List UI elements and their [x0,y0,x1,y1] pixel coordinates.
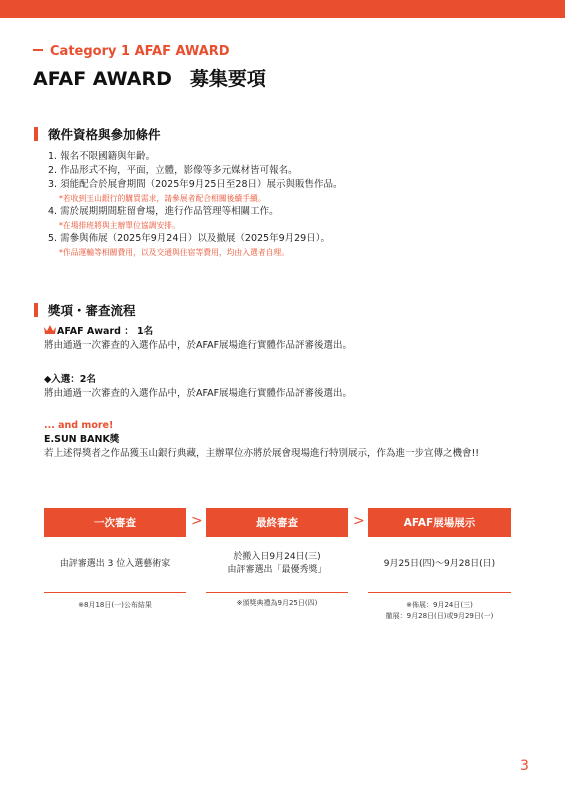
flow-step-note [44,600,186,611]
flow-arrow: > [353,513,365,529]
title-zh: 募集要項 [189,68,266,90]
flow-step-desc [44,558,186,571]
flow-note-line: ※佈展：9月24日(三) [406,601,473,609]
list-item: 5. 需參與佈展（2025年9月24日）以及撤展（2025年9月29日）。 [48,233,330,244]
award-selected [44,373,544,401]
esun-award-title: E.SUN BANK獎 [44,434,120,445]
section-heading-text: 獎項・審查流程 [48,303,136,318]
divider [368,592,511,593]
flow-desc-line: 9月25日(四)〜9月28日(日) [383,559,496,569]
flow-desc-line: 於搬入日9月24日(三) [233,552,321,562]
award-desc: 將由通過一次審查的入選作品中，於AFAF展場進行實體作品評審後選出。 [44,340,353,351]
flow-desc-line: 由評審選出 3 位入選藝術家 [59,559,171,569]
flow-step-note [206,598,348,609]
flow-step-label: 最終審查 [256,517,298,529]
flow-step-exhibition [368,508,511,537]
section-heading-awards [34,301,136,319]
flow-step-desc [206,551,348,577]
list-item: 2. 作品形式不拘，平面，立體，影像等多元媒材皆可報名。 [48,165,298,176]
flow-step-label: 一次審查 [94,517,136,529]
page-number: 3 [520,758,529,774]
flow-step-desc [368,558,511,571]
divider [44,592,186,593]
flow-desc-line: 由評審選出「最優秀獎」 [227,565,327,575]
list-item: 1. 報名不限國籍與年齡。 [48,151,156,162]
list-item-note: *在場排班將與主辦單位協調安排。 [59,221,180,230]
top-accent-bar [0,0,565,18]
list-item-note: *作品運輸等相關費用，以及交通與住宿等費用，均由入選者自理。 [59,248,290,257]
flow-step-final-review [206,508,348,537]
list-item: 3. 須能配合於展會期間（2025年9月25日至28日）展示與販售作品。 [48,179,343,190]
category-label [33,44,230,59]
section-heading-text: 徵件資格與參加條件 [48,127,161,142]
flow-note-line: ※頒獎典禮為9月25日(四) [236,599,318,607]
award-desc: 將由通過一次審查的入選作品中，於AFAF展場進行實體作品評審後選出。 [44,388,353,399]
eligibility-list [48,150,538,259]
list-item-note: *若收到玉山銀行的購買需求，請參展者配合相關後續手續。 [59,194,266,203]
section-bar [34,303,38,317]
flow-step-first-review [44,508,186,537]
award-title: AFAF Award ： 1名 [57,326,154,337]
flow-note-line: 撤展：9月28日(日)或9月29日(一) [385,612,494,620]
and-more-label: ... and more! [44,420,114,431]
flow-note-line: ※8月18日(一)公布結果 [78,601,152,609]
flow-step-note [368,600,511,622]
crown-icon [44,325,56,335]
award-afaf [44,325,544,353]
award-title: ◆入選：2名 [44,374,96,385]
dash-mark [33,49,43,51]
category-text: Category 1 AFAF AWARD [50,44,230,59]
flow-step-label: AFAF展場展示 [403,517,476,529]
flow-arrow: > [191,513,203,529]
list-item: 4. 需於展期期間駐留會場，進行作品管理等相關工作。 [48,206,279,217]
section-bar [34,127,38,141]
title-en: AFAF AWARD [33,68,172,90]
section-heading-eligibility [34,125,161,143]
esun-award-desc: 若上述得獎者之作品獲玉山銀行典藏，主辦單位亦將於展會現場進行特別展示，作為進一步宣傳之機會!! [44,448,480,459]
page-title [33,64,266,91]
award-esun [44,419,544,461]
divider [206,592,348,593]
